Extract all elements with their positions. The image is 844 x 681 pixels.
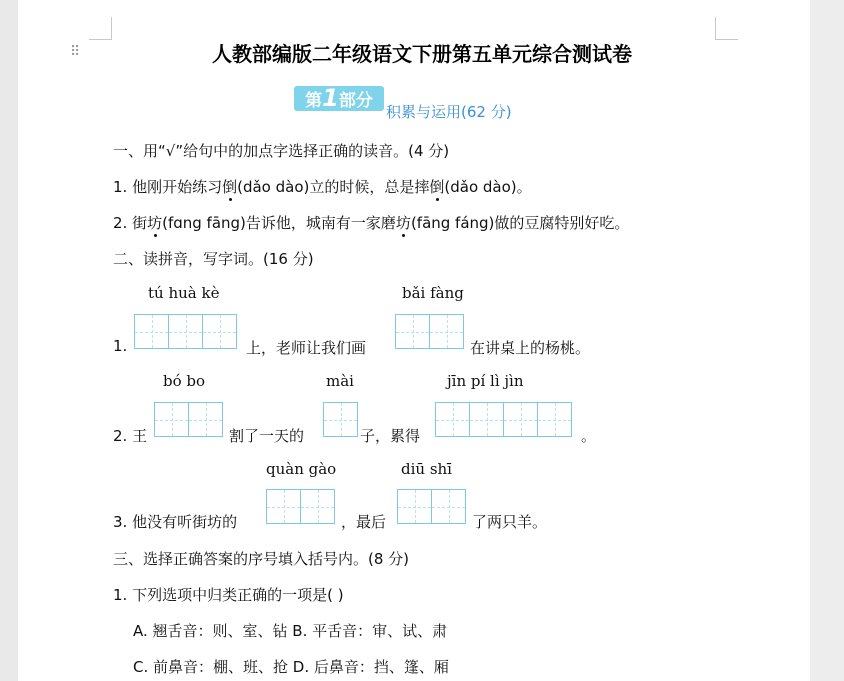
section3-heading: 三、选择正确答案的序号填入括号内。(8 分) [113, 550, 410, 568]
vertical-scrollbar[interactable] [810, 0, 844, 681]
s1q2-text-b: (fɑng fāng)告诉他，城南有一家磨 [162, 214, 396, 232]
s1q2-dotted-char-2: 坊 [395, 214, 411, 232]
crop-mark-top-left [89, 17, 112, 40]
s2q3-writing-grid-1[interactable] [266, 489, 335, 524]
s2q2-pinyin-2: mài [326, 372, 354, 390]
s3-options-cd: C. 前鼻音：棚、班、抢 D. 后鼻音：挡、篷、厢 [133, 658, 449, 676]
s3-options-ab: A. 翘舌音：则、室、钻 B. 平舌音：审、试、肃 [133, 622, 448, 640]
s2q1-writing-grid-2[interactable] [395, 314, 464, 349]
s2q3-pinyin-1: quàn gào [266, 460, 337, 478]
s2q2-writing-grid-3[interactable] [435, 402, 572, 437]
s2q1-pinyin-2: bǎi fàng [402, 284, 464, 302]
s1-question1 [113, 176, 532, 197]
s2q1-text-2: 在讲桌上的杨桃。 [470, 339, 591, 357]
s2q2-text-2: 子，累得 [360, 427, 421, 445]
s2q3-text-1: ，最后 [341, 513, 387, 531]
s1q1-text-a: 1. 他刚开始练习 [113, 178, 223, 196]
s2q1-writing-grid-1[interactable] [134, 314, 237, 349]
document-title: 人教部编版二年级语文下册第五单元综合测试卷 [212, 42, 632, 66]
section1-heading: 一、用“√”给句中的加点字选择正确的读音。(4 分) [113, 142, 450, 160]
s1q1-dotted-char-2: 倒 [429, 178, 445, 196]
writing-cell[interactable] [469, 402, 504, 437]
writing-cell[interactable] [397, 489, 432, 524]
s2q2-text-3: 。 [581, 427, 597, 445]
s2q2-pinyin-1: bó bo [163, 372, 206, 390]
s2q2-writing-grid-1[interactable] [154, 402, 223, 437]
s2q2-num: 2. 王 [113, 427, 148, 445]
s2q3-num: 3. 他没有听街坊的 [113, 513, 238, 531]
part-title: 积累与运用(62 分) [386, 103, 512, 121]
drag-handle-icon[interactable]: ⠿ [70, 44, 82, 60]
writing-cell[interactable] [429, 314, 464, 349]
writing-cell[interactable] [435, 402, 470, 437]
part-suffix: 部分 [338, 91, 373, 111]
s1q1-dotted-char: 倒 [222, 178, 238, 196]
s3-question1: 1. 下列选项中归类正确的一项是( ) [113, 586, 344, 604]
part-prefix: 第 [305, 91, 323, 111]
writing-cell[interactable] [202, 314, 237, 349]
part-badge [294, 86, 384, 111]
writing-cell[interactable] [431, 489, 466, 524]
s1q2-text-a: 2. 街 [113, 214, 148, 232]
writing-cell[interactable] [188, 402, 223, 437]
s1q1-text-b: (dǎo dào)立的时候，总是摔 [237, 178, 430, 196]
s2q3-pinyin-2: diū shī [401, 460, 452, 478]
writing-cell[interactable] [154, 402, 189, 437]
s2q2-pinyin-3: jīn pí lì jìn [447, 372, 524, 390]
s2q1-pinyin-1: tú huà kè [148, 284, 220, 302]
writing-cell[interactable] [503, 402, 538, 437]
writing-cell[interactable] [266, 489, 301, 524]
crop-mark-top-right [715, 17, 738, 40]
s2q1-num: 1. [113, 337, 128, 355]
s2q3-writing-grid-2[interactable] [397, 489, 466, 524]
writing-cell[interactable] [300, 489, 335, 524]
s2q1-text-1: 上，老师让我们画 [246, 339, 367, 357]
s2q2-writing-grid-2[interactable] [323, 402, 358, 437]
s1-question2 [113, 212, 629, 233]
section2-heading: 二、读拼音，写字词。(16 分) [113, 250, 314, 268]
s1q2-text-c: (fāng fáng)做的豆腐特别好吃。 [410, 214, 630, 232]
writing-cell[interactable] [537, 402, 572, 437]
writing-cell[interactable] [323, 402, 358, 437]
writing-cell[interactable] [168, 314, 203, 349]
s2q3-text-2: 了两只羊。 [472, 513, 548, 531]
s1q2-dotted-char: 坊 [147, 214, 163, 232]
writing-cell[interactable] [134, 314, 169, 349]
s1q1-text-c: (dǎo dào)。 [444, 178, 532, 196]
s2q2-text-1: 割了一天的 [229, 427, 305, 445]
part-number: 1 [322, 84, 339, 112]
writing-cell[interactable] [395, 314, 430, 349]
